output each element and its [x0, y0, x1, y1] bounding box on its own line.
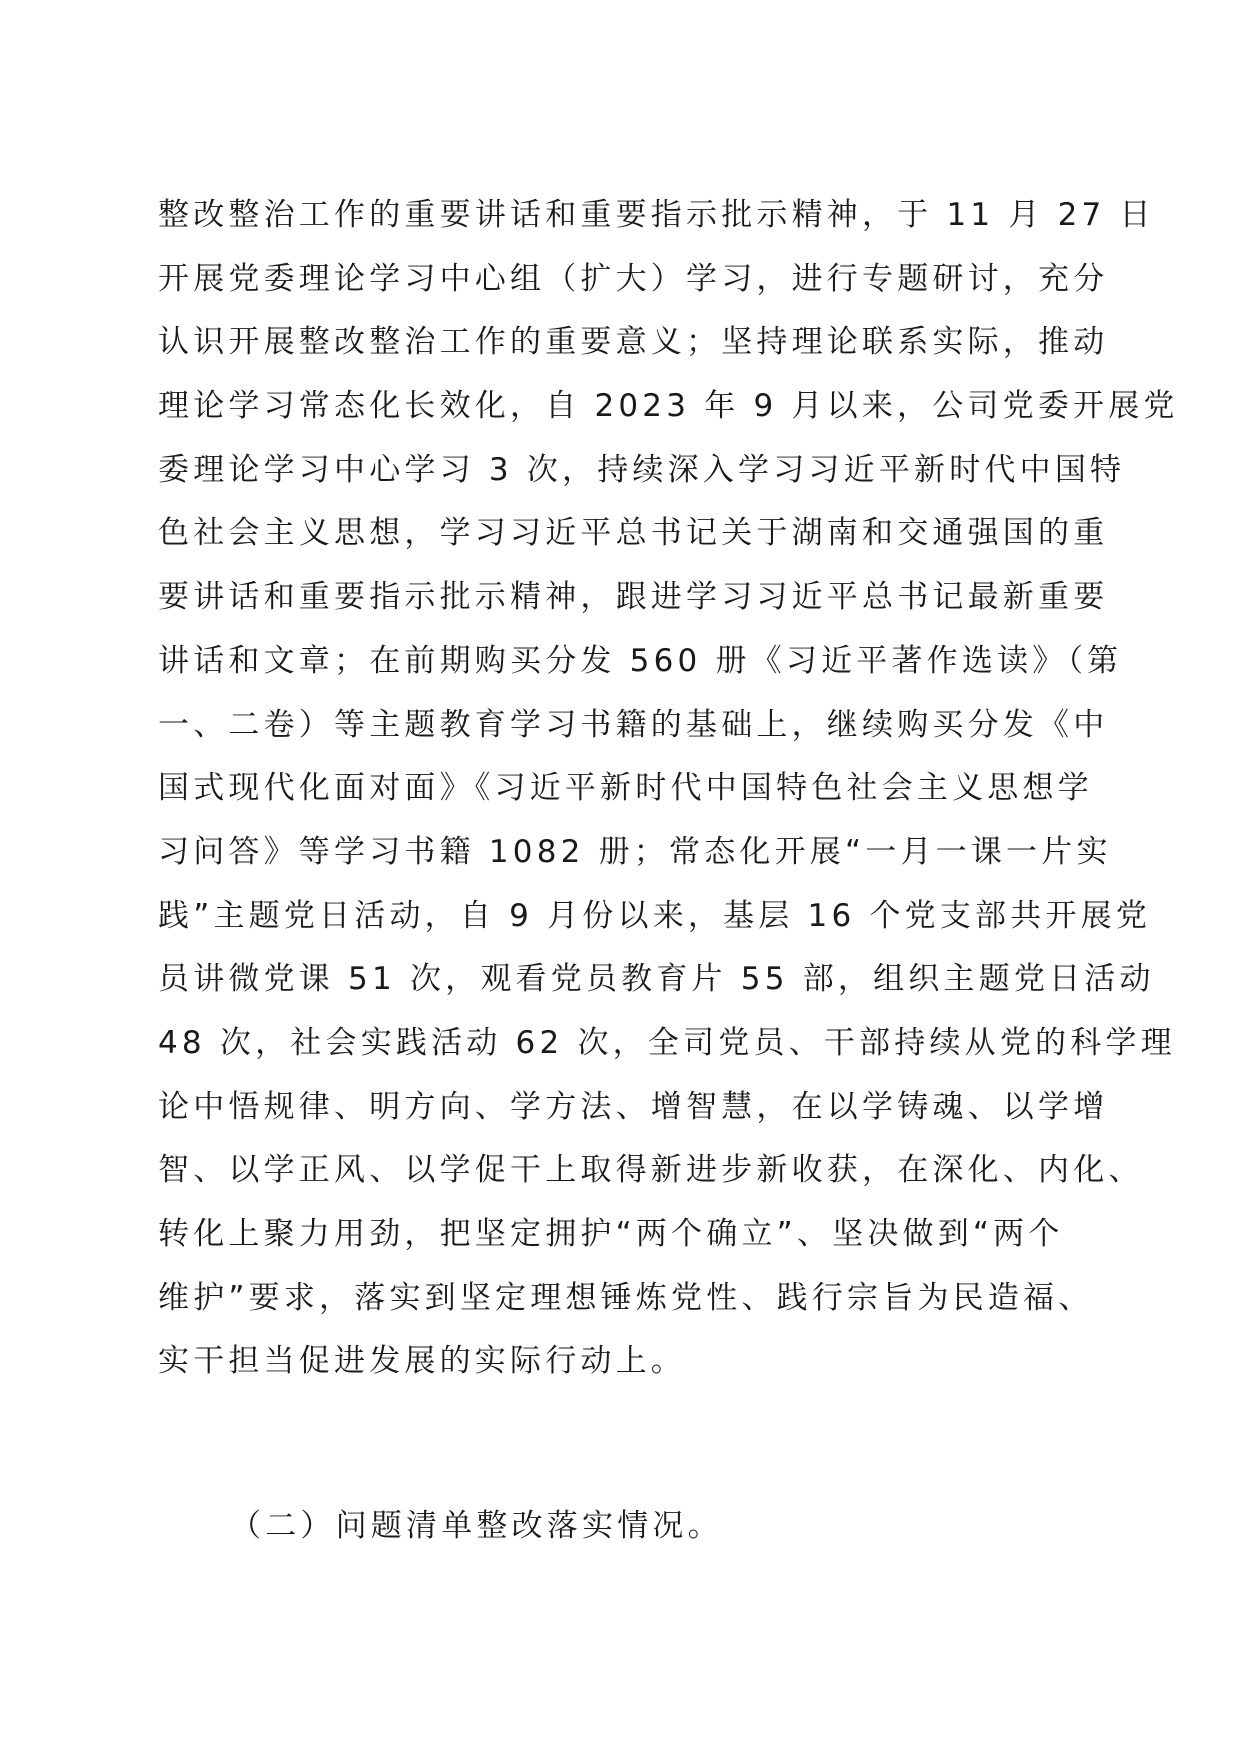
- paragraph-line: 开展党委理论学习中心组（扩大）学习，进行专题研讨，充分: [158, 260, 1109, 297]
- paragraph-line: 践”主题党日活动，自 9 月份以来，基层 16 个党支部共开展党: [158, 897, 1152, 934]
- paragraph-line: 国式现代化面对面》《习近平新时代中国特色社会主义思想学: [158, 770, 1093, 807]
- paragraph-line: 色社会主义思想，学习习近平总书记关于湖南和交通强国的重: [158, 515, 1109, 552]
- paragraph-line: 智、以学正风、以学促干上取得新进步新收获，在深化、内化、: [158, 1152, 1144, 1189]
- paragraph-line: 委理论学习中心学习 3 次，持续深入学习习近平新时代中国特: [158, 451, 1126, 488]
- paragraph-line: 员讲微党课 51 次，观看党员教育片 55 部，组织主题党日活动: [158, 961, 1155, 998]
- section-heading: （二）问题清单整改落实情况。: [230, 1508, 723, 1544]
- paragraph-line: 转化上聚力用劲，把坚定拥护“两个确立”、坚决做到“两个: [158, 1216, 1064, 1252]
- paragraph-line: 认识开展整改整治工作的重要意义；坚持理论联系实际，推动: [158, 324, 1109, 361]
- paragraph-line: 一、二卷）等主题教育学习书籍的基础上，继续购买分发《中: [158, 706, 1109, 743]
- paragraph-line: 维护”要求，落实到坚定理想锤炼党性、践行宗旨为民造福、: [158, 1279, 1094, 1316]
- paragraph-line: 理论学习常态化长效化，自 2023 年 9 月以来，公司党委开展党: [158, 388, 1179, 425]
- paragraph-line: 48 次，社会实践活动 62 次，全司党员、干部持续从党的科学理: [158, 1024, 1176, 1061]
- paragraph-line: 整改整治工作的重要讲话和重要指示批示精神，于 11 月 27 日: [158, 197, 1155, 233]
- paragraph-line: 习问答》等学习书籍 1082 册；常态化开展“一月一课一片实: [158, 833, 1112, 870]
- paragraph-line: 讲话和文章；在前期购买分发 560 册《习近平著作选读》（第: [158, 642, 1123, 679]
- body-paragraph: [158, 190, 1179, 1400]
- paragraph-line: 要讲话和重要指示批示精神，跟进学习习近平总书记最新重要: [158, 579, 1109, 616]
- paragraph-line: 论中悟规律、明方向、学方法、增智慧，在以学铸魂、以学增: [158, 1088, 1109, 1125]
- paragraph-line: 实干担当促进发展的实际行动上。: [158, 1343, 686, 1380]
